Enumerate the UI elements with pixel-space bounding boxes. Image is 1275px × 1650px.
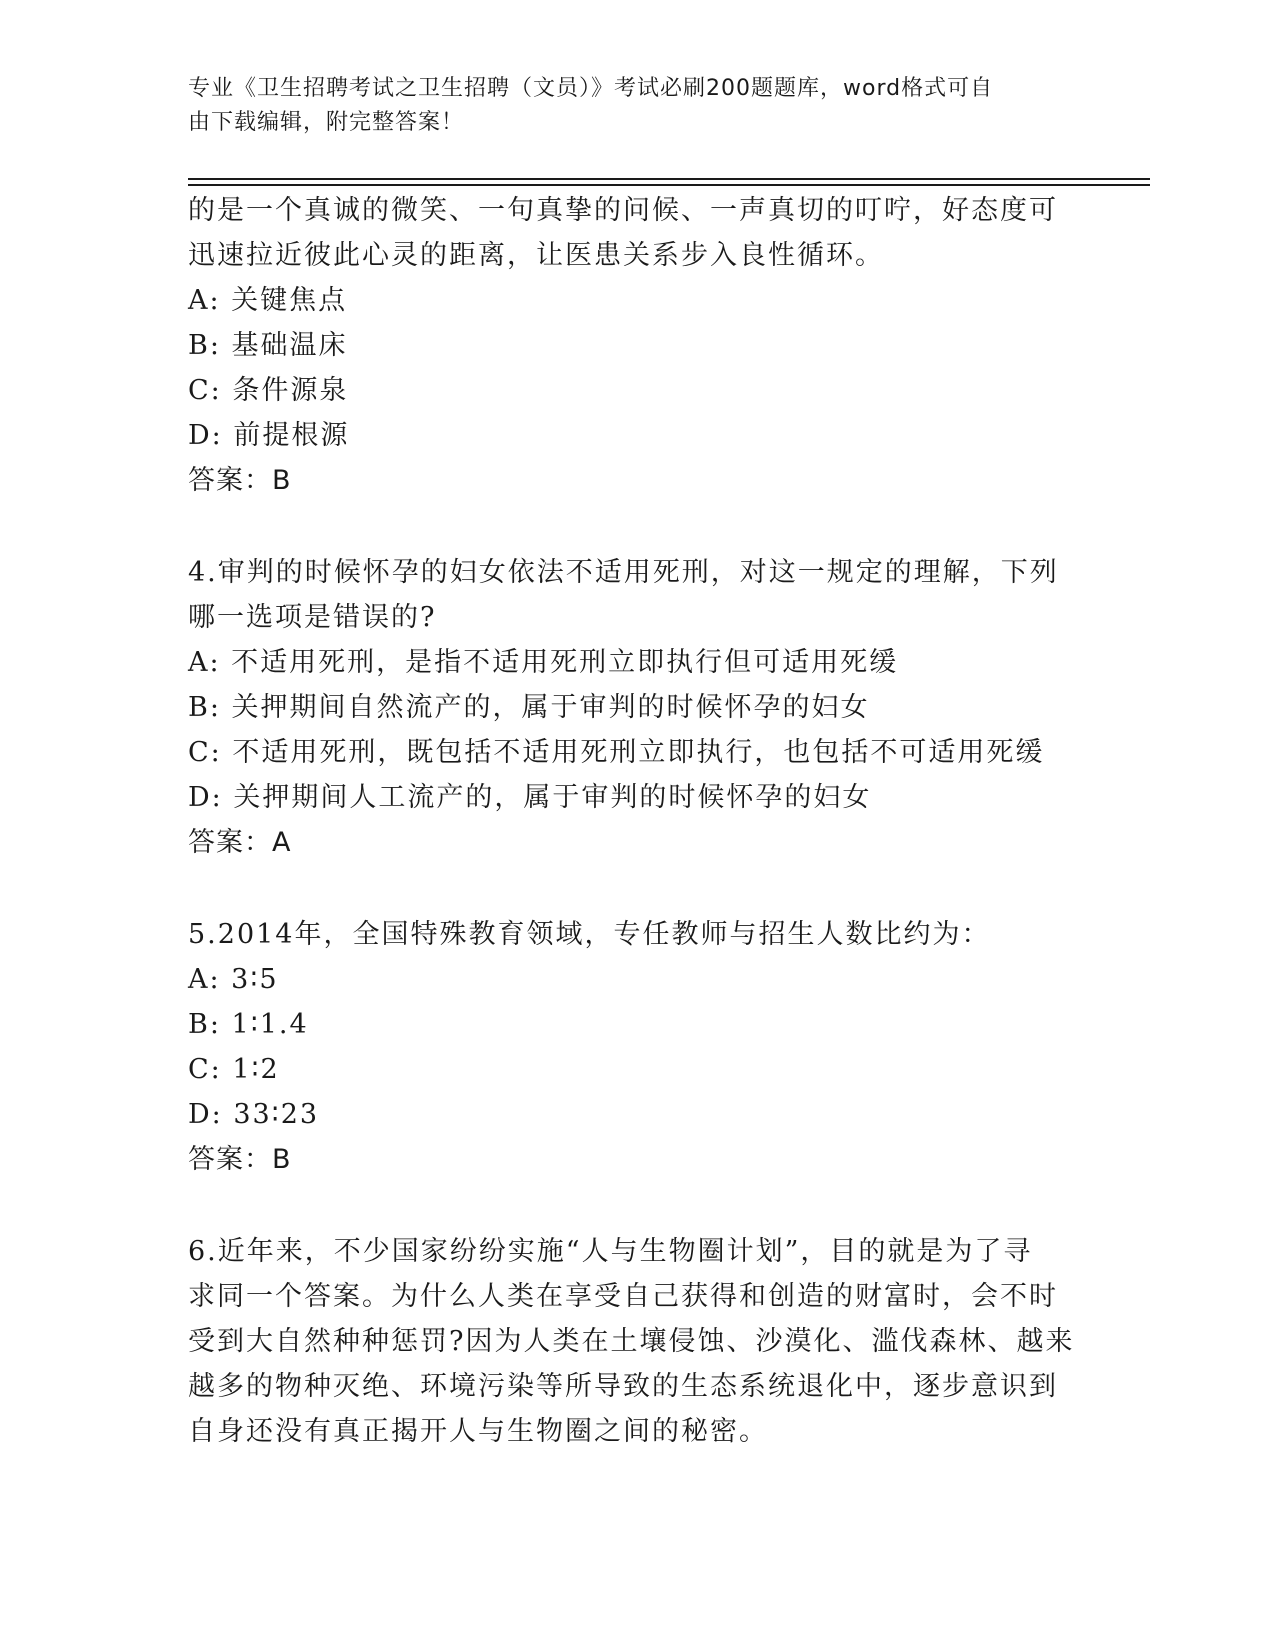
question-text-line: 迅速拉近彼此心灵的距离，让医患关系步入良性循环。	[188, 240, 884, 271]
question-text-line: 5.2014年，全国特殊教育领域，专任教师与招生人数比约为：	[188, 919, 991, 950]
option-a: A: 不适用死刑，是指不适用死刑立即执行但可适用死缓	[188, 647, 899, 678]
option-b: B: 关押期间自然流产的，属于审判的时候怀孕的妇女	[188, 692, 870, 723]
option-c: C: 1∶2	[188, 1054, 280, 1085]
answer-line: 答案：A	[188, 827, 292, 858]
question-text-line: 4.审判的时候怀孕的妇女依法不适用死刑，对这一规定的理解，下列	[188, 557, 1059, 588]
header-divider-top	[188, 178, 1150, 180]
question-text-line: 哪一选项是错误的?	[188, 602, 437, 633]
spacer	[188, 1182, 1088, 1229]
question-3-continued	[188, 188, 1088, 503]
option-d: D: 33∶23	[188, 1099, 320, 1130]
option-d: D: 前提根源	[188, 420, 350, 451]
question-text-line: 自身还没有真正揭开人与生物圈之间的秘密。	[188, 1416, 768, 1447]
question-5	[188, 912, 1088, 1182]
option-a: A: 3∶5	[188, 964, 279, 995]
document-body	[188, 188, 1088, 1454]
question-text-line: 求同一个答案。为什么人类在享受自己获得和创造的财富时，会不时	[188, 1281, 1058, 1312]
question-text-line: 受到大自然种种惩罚?因为人类在土壤侵蚀、沙漠化、滥伐森林、越来	[188, 1326, 1075, 1357]
option-a: A: 关键焦点	[188, 285, 348, 316]
spacer	[188, 865, 1088, 912]
document-title-line-1: 专业《卫生招聘考试之卫生招聘（文员）》考试必刷200题题库，word格式可自	[188, 76, 994, 101]
question-4	[188, 550, 1088, 865]
spacer	[188, 503, 1088, 550]
answer-line: 答案：B	[188, 465, 292, 496]
question-6	[188, 1229, 1088, 1454]
header-divider-bottom	[188, 184, 1150, 186]
option-c: C: 条件源泉	[188, 375, 349, 406]
question-text-line: 越多的物种灭绝、环境污染等所导致的生态系统退化中，逐步意识到	[188, 1371, 1058, 1402]
option-d: D: 关押期间人工流产的，属于审判的时候怀孕的妇女	[188, 782, 872, 813]
question-text-line: 6.近年来，不少国家纷纷实施“人与生物圈计划”，目的就是为了寻	[188, 1236, 1033, 1267]
option-b: B: 基础温床	[188, 330, 348, 361]
document-title-line-2: 由下载编辑，附完整答案！	[188, 110, 465, 135]
document-title	[188, 72, 1068, 140]
option-c: C: 不适用死刑，既包括不适用死刑立即执行，也包括不可适用死缓	[188, 737, 1045, 768]
option-b: B: 1∶1.4	[188, 1009, 309, 1040]
question-text-line: 的是一个真诚的微笑、一句真挚的问候、一声真切的叮咛，好态度可	[188, 195, 1058, 226]
answer-line: 答案：B	[188, 1144, 292, 1175]
